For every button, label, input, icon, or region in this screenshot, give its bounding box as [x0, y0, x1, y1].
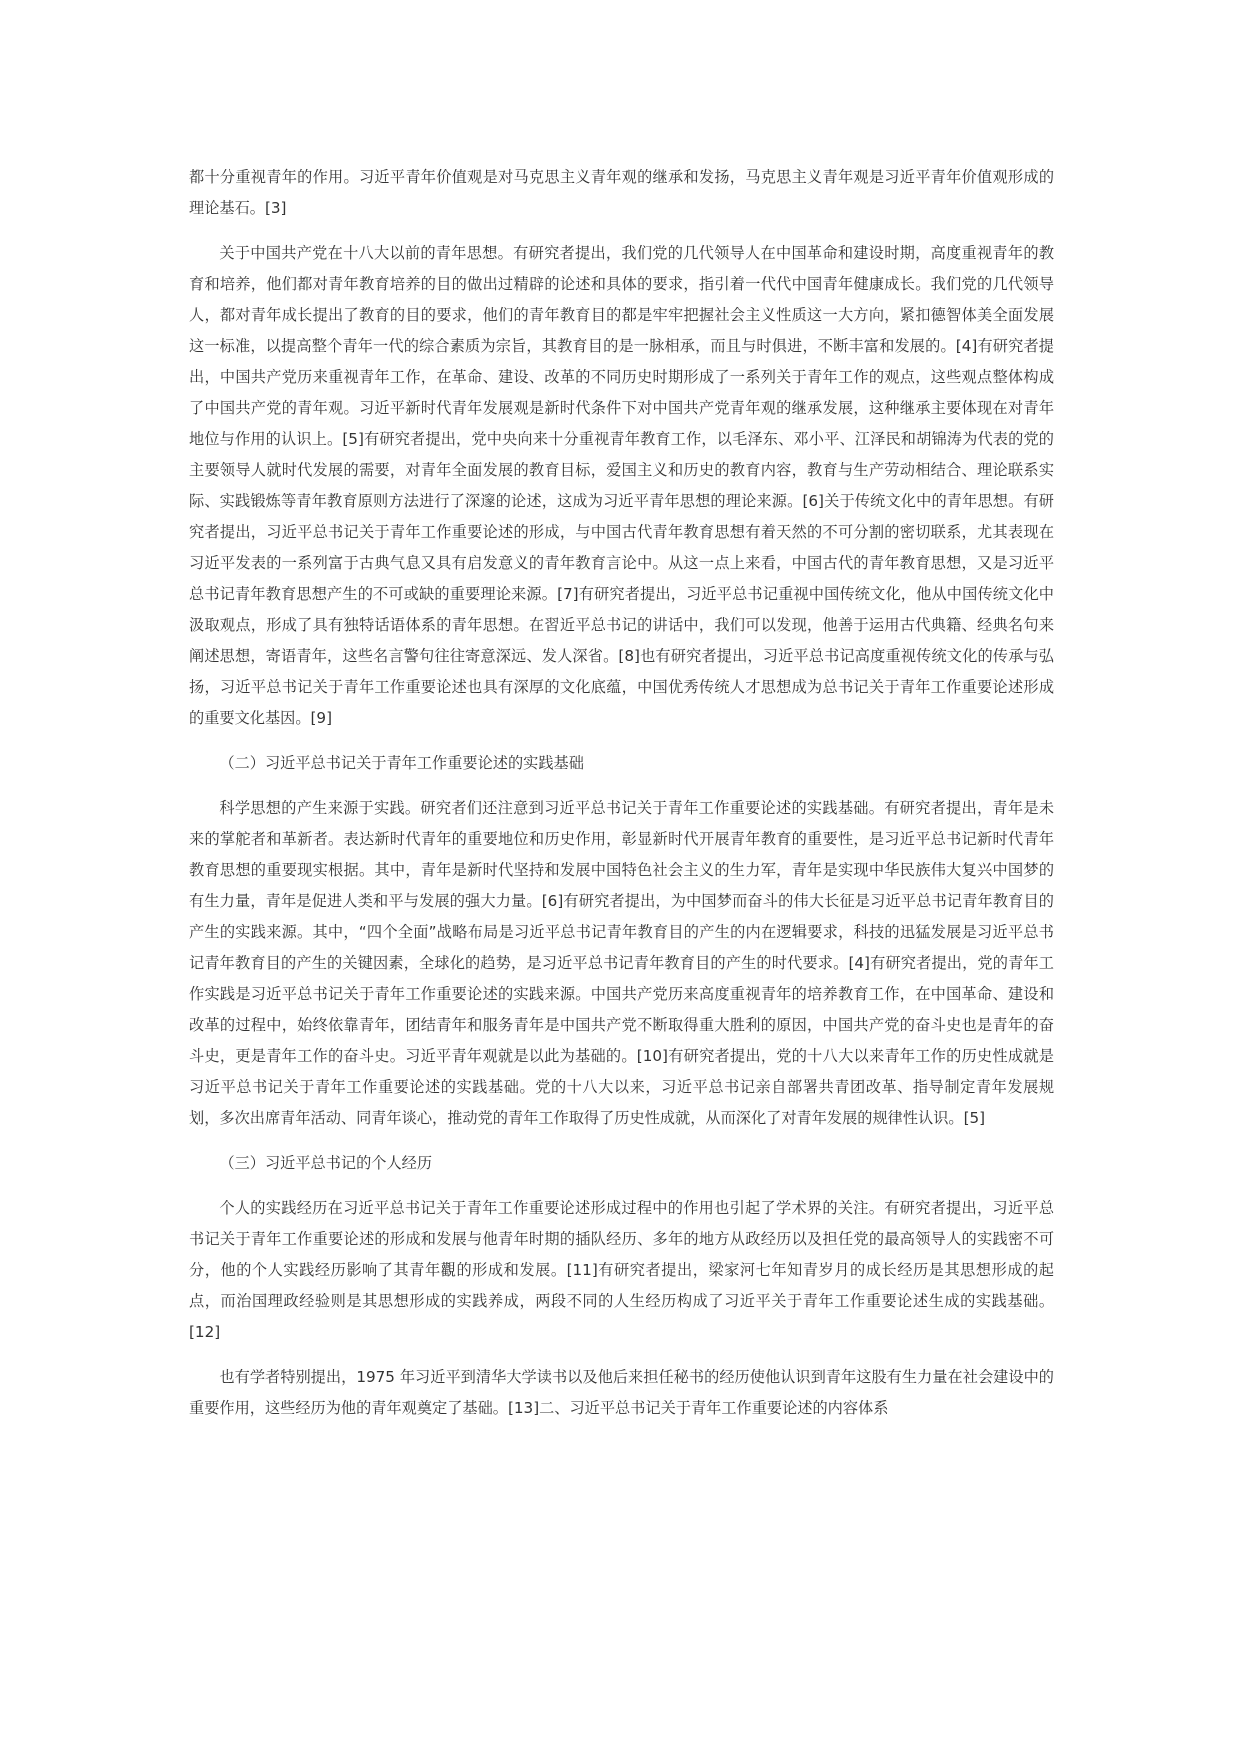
paragraph-tsinghua-experience: 也有学者特别提出，1975 年习近平到清华大学读书以及他后来担任秘书的经历使他认识到青年这股有生力量在社会建设中的重要作用，这些经历为他的青年观奠定了基础。[13]二、习近平总书记关于青年工作重要论述的内容体系 — [189, 1368, 1054, 1417]
paragraph-party-youth-thought: 关于中国共产党在十八大以前的青年思想。有研究者提出，我们党的几代领导人在中国革命和建设时期，高度重视青年的教育和培养，他们都对青年教育培养的目的做出过精辟的论述和具体的要求，指引着一代代中国青年健康成长。我们党的几代领导人，都对青年成长提出了教育的目的要求，他们的青年教育目的都是牢牢把握社会主义性质这一大方向，紧扣德智体美全面发展这一标准，以提高整个青年一代的综合素质为宗旨，其教育目的是一脉相承，而且与时俱进，不断丰富和发展的。[4]有研究者提出，中国共产党历来重视青年工作，在革命、建设、改革的不同历史时期形成了一系列关于青年工作的观点，这些观点整体构成了中国共产党的青年观。习近平新时代青年发展观是新时代条件下对中国共产党青年观的继承发展，这种继承主要体现在对青年地位与作用的认识上。[5]有研究者提出，党中央向来十分重视青年教育工作，以毛泽东、邓小平、江泽民和胡锦涛为代表的党的主要领导人就时代发展的需要，对青年全面发展的教育目标，爱国主义和历史的教育内容，教育与生产劳动相结合、理论联系实际、实践锻炼等青年教育原则方法进行了深邃的论述，这成为习近平青年思想的理论来源。[6]关于传统文化中的青年思想。有研究者提出，习近平总书记关于青年工作重要论述的形成，与中国古代青年教育思想有着天然的不可分割的密切联系，尤其表现在习近平发表的一系列富于古典气息又具有启发意义的青年教育言论中。从这一点上来看，中国古代的青年教育思想，又是习近平总书记青年教育思想产生的不可或缺的重要理论来源。[7]有研究者提出，习近平总书记重视中国传统文化，他从中国传统文化中汲取观点，形成了具有独特话语体系的青年思想。在習近平总书记的讲话中，我们可以发现，他善于运用古代典籍、经典名句来阐述思想，寄语青年，这些名言警句往往寄意深远、发人深省。[8]也有研究者提出，习近平总书记高度重视传统文化的传承与弘扬，习近平总书记关于青年工作重要论述也具有深厚的文化底蕴，中国优秀传统人才思想成为总书记关于青年工作重要论述形成的重要文化基因。[9] — [189, 244, 1054, 727]
paragraph-personal-experience: 个人的实践经历在习近平总书记关于青年工作重要论述形成过程中的作用也引起了学术界的关注。有研究者提出，习近平总书记关于青年工作重要论述的形成和发展与他青年时期的插队经历、多年的地方从政经历以及担任党的最高领导人的实践密不可分，他的个人实践经历影响了其青年觀的形成和发展。[11]有研究者提出，梁家河七年知青岁月的成长经历是其思想形成的起点，而治国理政经验则是其思想形成的实践养成，两段不同的人生经历构成了习近平关于青年工作重要论述生成的实践基础。[12] — [189, 1199, 1054, 1341]
paragraph-practice-basis: 科学思想的产生来源于实践。研究者们还注意到习近平总书记关于青年工作重要论述的实践基础。有研究者提出，青年是未来的掌舵者和革新者。表达新时代青年的重要地位和历史作用，彰显新时代开展青年教育的重要性，是习近平总书记新时代青年教育思想的重要现实根据。其中，青年是新时代坚持和发展中国特色社会主义的生力军，青年是实现中华民族伟大复兴中国梦的有生力量，青年是促进人类和平与发展的强大力量。[6]有研究者提出，为中国梦而奋斗的伟大长征是习近平总书记青年教育目的产生的实践来源。其中，“四个全面”战略布局是习近平总书记青年教育目的产生的内在逻辑要求，科技的迅猛发展是习近平总书记青年教育目的产生的关键因素，全球化的趋势，是习近平总书记青年教育目的产生的时代要求。[4]有研究者提出，党的青年工作实践是习近平总书记关于青年工作重要论述的实践来源。中国共产党历来高度重视青年的培养教育工作，在中国革命、建设和改革的过程中，始终依靠青年，团结青年和服务青年是中国共产党不断取得重大胜利的原因，中国共产党的奋斗史也是青年的奋斗史，更是青年工作的奋斗史。习近平青年观就是以此为基础的。[10]有研究者提出，党的十八大以来青年工作的历史性成就是习近平总书记关于青年工作重要论述的实践基础。党的十八大以来，习近平总书记亲自部署共青团改革、指导制定青年发展规划，多次出席青年活动、同青年谈心，推动党的青年工作取得了历史性成就，从而深化了对青年发展的规律性认识。[5] — [189, 799, 1054, 1127]
document-body — [189, 162, 1054, 1438]
paragraph-continuation: 都十分重视青年的作用。习近平青年价值观是对马克思主义青年观的继承和发扬，马克思主义青年观是习近平青年价值观形成的理论基石。[3] — [189, 168, 1054, 217]
section-heading-personal-experience: （三）习近平总书记的个人经历 — [219, 1154, 433, 1172]
section-heading-practice-basis: （二）习近平总书记关于青年工作重要论述的实践基础 — [219, 754, 584, 772]
